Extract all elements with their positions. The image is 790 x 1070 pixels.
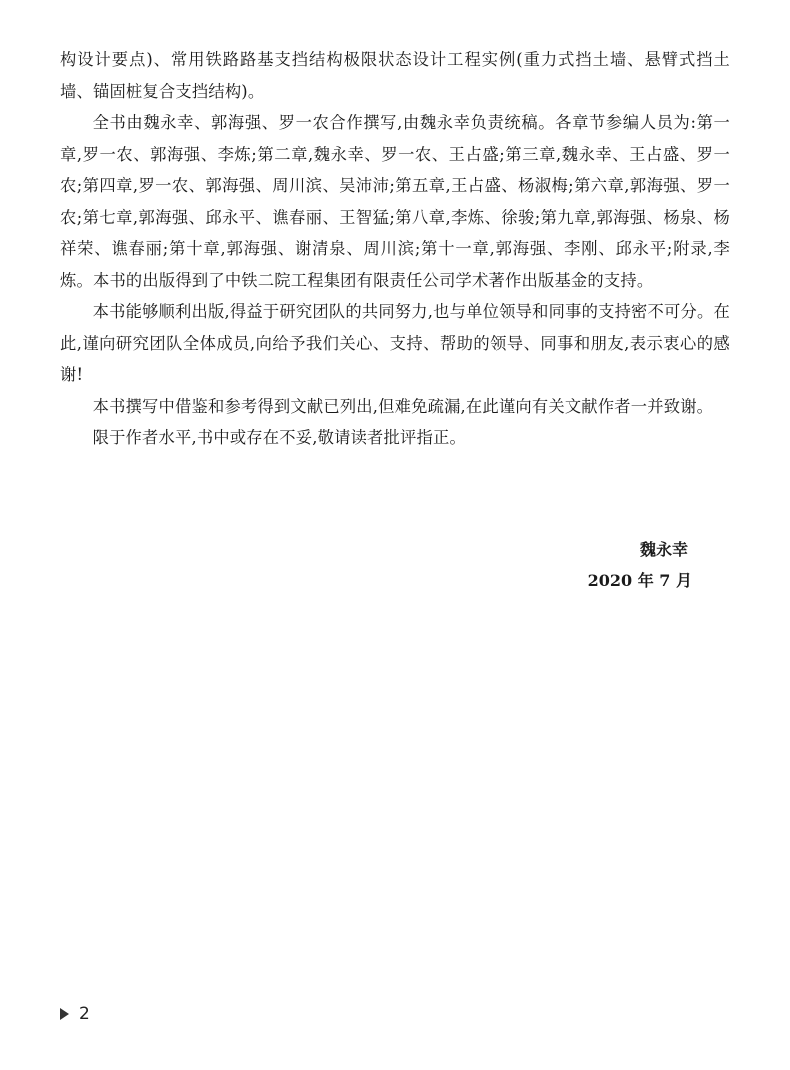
- signature-block: [588, 534, 692, 596]
- triangle-right-icon: [60, 1008, 69, 1020]
- preface-body: [60, 44, 730, 454]
- paragraph-5: 限于作者水平,书中或存在不妥,敬请读者批评指正。: [92, 428, 466, 447]
- paragraph-3: 本书能够顺利出版,得益于研究团队的共同努力,也与单位领导和同事的支持密不可分。在此,谨向研究团队全体成员,向给予我们关心、支持、帮助的领导、同事和朋友,表示衷心的感谢!: [60, 302, 730, 384]
- page-number: 2: [79, 1004, 90, 1024]
- signature-date: 2020 年 7 月: [587, 571, 692, 590]
- paragraph-2: 全书由魏永幸、郭海强、罗一农合作撰写,由魏永幸负责统稿。各章节参编人员为:第一章,罗一农、郭海强、李炼;第二章,魏永幸、罗一农、王占盛;第三章,魏永幸、王占盛、罗一农;第四章,罗一农、郭海强、周川滨、吴沛沛;第五章,王占盛、杨淑梅;第六章,郭海强、罗一农;第七章,郭海强、邱永平、谯春丽、王智猛;第八章,李炼、徐骏;第九章,郭海强、杨泉、杨祥荣、谯春丽;第十章,郭海强、谢清泉、周川滨;第十一章,郭海强、李刚、邱永平;附录,李炼。本书的出版得到了中铁二院工程集团有限责任公司学术著作出版基金的支持。: [60, 113, 730, 290]
- page-footer: [60, 1004, 90, 1024]
- paragraph-4: 本书撰写中借鉴和参考得到文献已列出,但难免疏漏,在此谨向有关文献作者一并致谢。: [92, 396, 714, 416]
- author-name: 魏永幸: [639, 540, 688, 559]
- paragraph-1: 构设计要点)、常用铁路路基支挡结构极限状态设计工程实例(重力式挡土墙、悬臂式挡土墙、锚固桩复合支挡结构)。: [60, 50, 730, 101]
